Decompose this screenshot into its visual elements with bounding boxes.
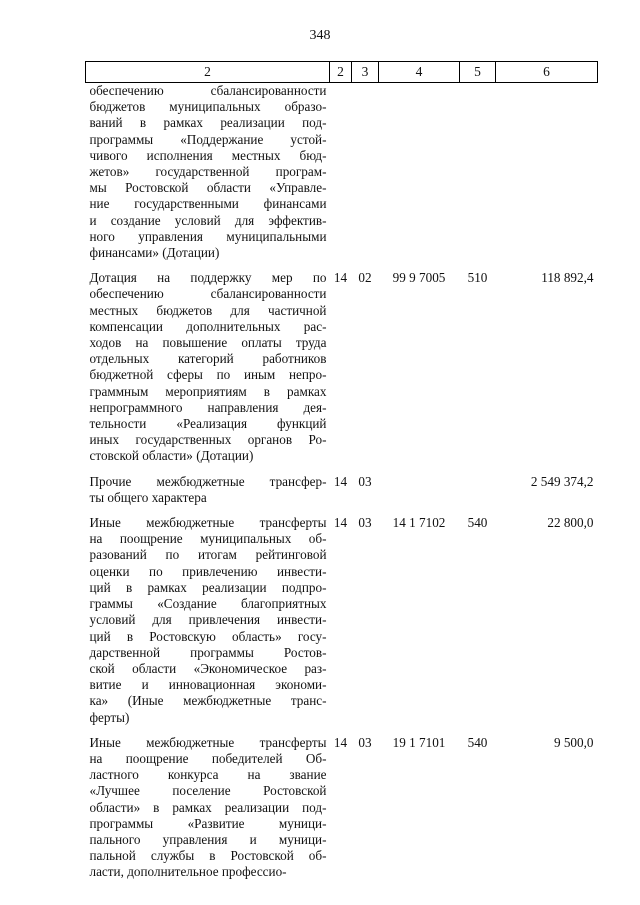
header-col-name: 2	[86, 62, 330, 83]
description-line: непрограммного направления дея-	[89, 399, 327, 415]
row-article: 99 9 7005	[392, 270, 446, 286]
row-expense-type	[460, 83, 496, 271]
description-line: Прочие межбюджетные трансфер-	[89, 473, 327, 489]
row-section: 14	[333, 515, 348, 531]
row-description	[86, 735, 330, 890]
row-article	[379, 474, 460, 515]
table-header	[86, 62, 598, 83]
row-amount: 9 500,0	[553, 734, 594, 750]
row-description	[86, 474, 330, 515]
description-line: тельности «Реализация функций	[89, 416, 327, 432]
description-line: на поощрение муниципальных об-	[89, 531, 327, 547]
description-line: пального управления и муници-	[89, 831, 327, 847]
description-line: ваний в рамках реализации под-	[89, 115, 327, 131]
page-number: 348	[309, 28, 331, 43]
row-description	[86, 515, 330, 735]
description-line: отдельных категорий работников	[89, 351, 327, 367]
description-line: бюджетов муниципальных образо-	[89, 99, 327, 115]
description-line: ций в рамках реализации подпро-	[89, 579, 327, 595]
table-row	[86, 83, 598, 271]
description-line: Дотация на поддержку мер по	[89, 270, 327, 286]
row-section: 14	[333, 270, 348, 286]
row-section: 14	[333, 734, 348, 750]
table-body	[86, 83, 598, 890]
row-amount: 118 892,4	[541, 270, 594, 286]
row-amount	[496, 83, 598, 271]
table-row	[86, 474, 598, 515]
header-col-section: 2	[330, 62, 352, 83]
description-line: ластного конкурса на звание	[89, 767, 327, 783]
row-article: 14 1 7102	[392, 515, 446, 531]
description-line: витие и инновационная экономи-	[89, 677, 327, 693]
table-row	[86, 270, 598, 473]
row-expense-type	[460, 474, 496, 515]
row-expense-type: 510	[467, 270, 488, 286]
description-line: ласти, дополнительное профессио-	[89, 864, 287, 880]
description-line: компенсации дополнительных рас-	[89, 318, 327, 334]
description-line: чивого исполнения местных бюд-	[89, 147, 327, 163]
row-article	[379, 83, 460, 271]
description-line: на поощрение победителей Об-	[89, 750, 327, 766]
description-line: иных государственных органов Ро-	[89, 432, 327, 448]
header-col-amount: 6	[496, 62, 598, 83]
description-line: ка» (Иные межбюджетные транс-	[89, 693, 327, 709]
description-line: финансами» (Дотации)	[89, 245, 220, 261]
description-line: стовской области» (Дотации)	[89, 448, 254, 464]
row-subsection: 03	[358, 473, 372, 489]
row-subsection	[352, 83, 379, 271]
description-line: ций в Ростовскую область» госу-	[89, 628, 327, 644]
description-line: Иные межбюджетные трансферты	[89, 734, 327, 750]
header-row	[86, 62, 598, 83]
description-line: пальной службы в Ростовской об-	[89, 848, 327, 864]
description-line: бюджетной сферы по иным непро-	[89, 367, 327, 383]
description-line: ного управления муниципальными	[89, 228, 327, 244]
description-line: ты общего характера	[89, 489, 207, 505]
budget-table	[85, 61, 598, 890]
row-expense-type: 540	[467, 515, 488, 531]
table-row	[86, 515, 598, 735]
row-amount: 2 549 374,2	[530, 473, 594, 489]
header-col-subsection: 3	[352, 62, 379, 83]
row-subsection: 02	[358, 270, 372, 286]
description-line: условий для привлечения инвести-	[89, 612, 327, 628]
row-description	[86, 270, 330, 473]
row-section: 14	[333, 473, 348, 489]
table-row	[86, 735, 598, 890]
row-amount: 22 800,0	[547, 515, 594, 531]
row-subsection: 03	[358, 734, 372, 750]
description-line: ской области «Экономическое раз-	[89, 660, 327, 676]
description-line: жетов» государственной програм-	[89, 164, 327, 180]
row-subsection: 03	[358, 515, 372, 531]
description-line: и создание условий для эффектив-	[89, 212, 327, 228]
description-line: ние государственными финансами	[89, 196, 327, 212]
description-line: оценки по привлечению инвести-	[89, 563, 327, 579]
row-section	[330, 83, 352, 271]
description-line: обеспечению сбалансированности	[89, 83, 327, 98]
description-line: программы «Развитие муници-	[89, 815, 327, 831]
description-line: области» в рамках реализации под-	[89, 799, 327, 815]
description-line: разований по итогам рейтинговой	[89, 547, 327, 563]
description-line: дарственной программы Ростов-	[89, 644, 327, 660]
header-col-article: 4	[379, 62, 460, 83]
description-line: обеспечению сбалансированности	[89, 286, 327, 302]
header-col-expense-type: 5	[460, 62, 496, 83]
description-line: граммы «Создание благоприятных	[89, 596, 327, 612]
description-line: Иные межбюджетные трансферты	[89, 515, 327, 531]
description-line: мы Ростовской области «Управле-	[89, 180, 327, 196]
description-line: ходов на повышение оплаты труда	[89, 335, 327, 351]
row-description	[86, 83, 330, 271]
description-line: программы «Поддержание устой-	[89, 131, 327, 147]
description-line: ферты)	[89, 709, 130, 725]
description-line: граммным мероприятиям в рамках	[89, 383, 327, 399]
description-line: местных бюджетов для частичной	[89, 302, 327, 318]
description-line: «Лучшее поселение Ростовской	[89, 783, 327, 799]
row-expense-type: 540	[467, 734, 488, 750]
row-article: 19 1 7101	[392, 734, 446, 750]
